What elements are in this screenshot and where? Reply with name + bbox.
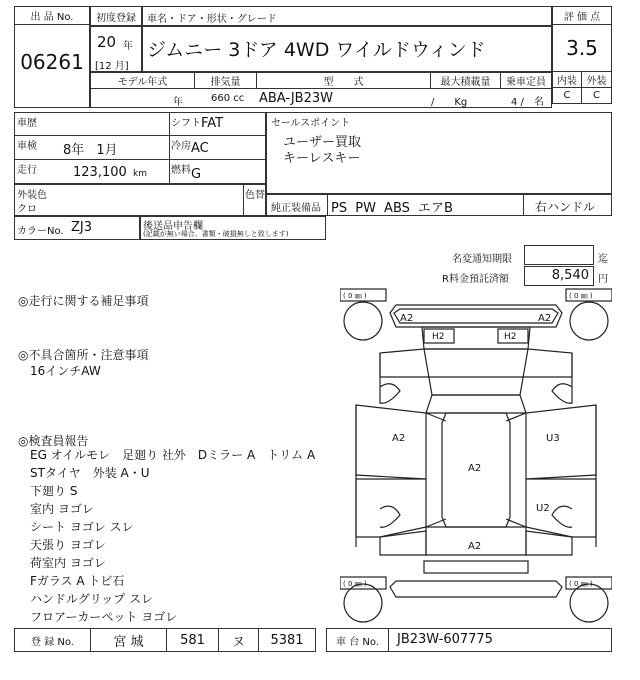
registration-number: 5381 [270, 632, 304, 648]
model-year-label: モデル年式 [91, 73, 195, 89]
lot-number: 06261 [20, 50, 84, 74]
first-registration-label-box [90, 6, 142, 26]
driving-notes-title: ◎走行に関する補足事項 [18, 294, 149, 308]
capacity-value: 4 / 名 [511, 97, 544, 108]
aftermarket-note: (記載が無い場合、書類・破損無しと致します) [143, 230, 289, 238]
inspection-value: 8年 1月 [63, 143, 118, 158]
report-line: EG オイルモレ 足廻り 社外 Dミラー A トリム A [30, 448, 316, 462]
exterior-grade: C [582, 87, 611, 103]
mark-right-rear: U2 [536, 503, 550, 514]
color-change-label: 色替 [245, 190, 265, 201]
mark-roof: A2 [468, 463, 482, 474]
max-load-label: 最大積載量 [431, 73, 501, 89]
color-number-value: ZJ3 [71, 220, 93, 235]
shift-value: FAT [201, 116, 224, 131]
year-unit: 年 [123, 41, 133, 52]
report-line: 室内 ヨゴレ [30, 502, 94, 516]
rating-label: 評 価 点 [553, 7, 611, 25]
exterior-color-label: 外装色 [17, 190, 47, 201]
registration-kana: ヌ [219, 629, 259, 651]
defect-item: 16インチAW [30, 364, 101, 378]
year-box [90, 26, 142, 72]
recycle-fee-value: 8,540 [551, 268, 589, 283]
shift-label: シフト [171, 118, 201, 129]
mark-front-right: A2 [538, 313, 552, 324]
exterior-label: 外装 [582, 71, 611, 87]
car-info-label-box [142, 6, 552, 26]
first-registration-year: 20 [97, 33, 117, 51]
aftermarket-box [140, 216, 326, 240]
fuel-value: G [191, 167, 202, 182]
sales-point-2: キーレスキー [283, 151, 361, 166]
oem-equipment-box [266, 194, 612, 216]
interior-grade: C [553, 87, 582, 103]
color-number-box [14, 216, 140, 240]
odometer-notice-label: 名変通知期限 [452, 254, 512, 265]
details-left-box [14, 112, 266, 184]
report-line: STタイヤ 外装 A・U [30, 466, 150, 480]
report-line: Fガラス A トビ石 [30, 574, 125, 588]
odometer-notice-field [524, 245, 594, 265]
tire-label-fl: ( 0 ㎜ ) [343, 292, 367, 300]
chassis-label: 車 台 No. [327, 629, 389, 651]
displacement-label: 排気量 [195, 73, 257, 89]
steering-value: 右ハンドル [535, 200, 596, 214]
report-line: ハンドルグリップ スレ [30, 592, 154, 606]
exterior-color-value: クロ [17, 204, 37, 215]
fuel-label: 燃料 [171, 165, 191, 176]
model-row [90, 72, 552, 108]
registration-class: 581 [167, 629, 219, 651]
oem-equipment-value: PS PW ABS エアB [331, 201, 453, 216]
history-label: 車歴 [17, 118, 37, 129]
model-code-label: 型 式 [257, 73, 431, 89]
registration-number-box [14, 628, 316, 652]
first-registration-label: 初度登録 [96, 12, 136, 24]
tire-label-rr: ( 0 ㎜ ) [569, 580, 593, 588]
inspection-label: 車検 [17, 141, 37, 152]
defects-title: ◎不具合箇所・注意事項 [18, 348, 149, 362]
mark-rear: A2 [468, 541, 482, 552]
car-damage-diagram [340, 287, 612, 627]
car-name: ジムニー 3ドア 4WD ワイルドウィンド [147, 39, 486, 61]
mark-headlight-right: H2 [504, 332, 517, 342]
car-info-label: 車名・ドア・形状・グレード [147, 14, 277, 25]
oem-equipment-label: 純正装備品 [271, 203, 321, 214]
recycle-fee-unit: 円 [598, 274, 608, 285]
recycle-fee-label: R料金預託済額 [442, 274, 509, 285]
aftermarket-label: 後送品申告欄 [143, 221, 203, 232]
rating-box [552, 6, 612, 104]
lot-number-box [14, 6, 90, 108]
rating-score: 3.5 [566, 36, 598, 60]
tire-label-rl: ( 0 ㎜ ) [343, 580, 367, 588]
displacement-value: 660 cc [211, 93, 245, 104]
sales-points-label: セールスポイント [271, 118, 351, 129]
mark-front-left: A2 [400, 313, 414, 324]
interior-label: 内装 [553, 71, 582, 87]
report-line: 荷室内 ヨゴレ [30, 556, 106, 570]
report-line: シート ヨゴレ スレ [30, 520, 134, 534]
registration-label: 登 録 No. [15, 629, 91, 651]
report-line: 下廻り S [30, 484, 78, 498]
exterior-color-box [14, 184, 266, 216]
mileage-unit: km [133, 169, 147, 179]
report-line: フロアーカーペット ヨゴレ [30, 610, 178, 624]
mark-headlight-left: H2 [432, 332, 445, 342]
chassis-number-box [326, 628, 612, 652]
report-line: 天張り ヨゴレ [30, 538, 106, 552]
color-number-label: カラーNo. [17, 226, 64, 237]
registration-region: 宮 城 [91, 629, 167, 651]
ac-value: AC [191, 141, 209, 156]
sales-point-1: ユーザー買取 [283, 135, 362, 150]
model-code-value: ABA-JB23W [259, 91, 333, 106]
mark-right-door: U3 [546, 433, 560, 444]
model-year-unit: 年 [173, 97, 183, 108]
odometer-notice-suffix: 迄 [598, 254, 608, 265]
tire-label-fr: ( 0 ㎜ ) [569, 292, 593, 300]
lot-number-label: 出 品 No. [15, 7, 89, 25]
ac-label: 冷房 [171, 141, 191, 152]
inspector-report-title: ◎検査員報告 [18, 434, 89, 448]
mark-left-door: A2 [392, 433, 406, 444]
mileage-label: 走行 [17, 165, 37, 176]
max-load-value: / Kg [431, 97, 468, 108]
mileage-value: 123,100 [73, 165, 127, 180]
car-name-box [142, 26, 552, 72]
chassis-number: JB23W-607775 [397, 632, 493, 647]
recycle-fee-field [524, 266, 594, 286]
capacity-label: 乗車定員 [501, 73, 551, 89]
sales-points-box [266, 112, 612, 194]
first-registration-month: [12 月] [95, 61, 129, 72]
